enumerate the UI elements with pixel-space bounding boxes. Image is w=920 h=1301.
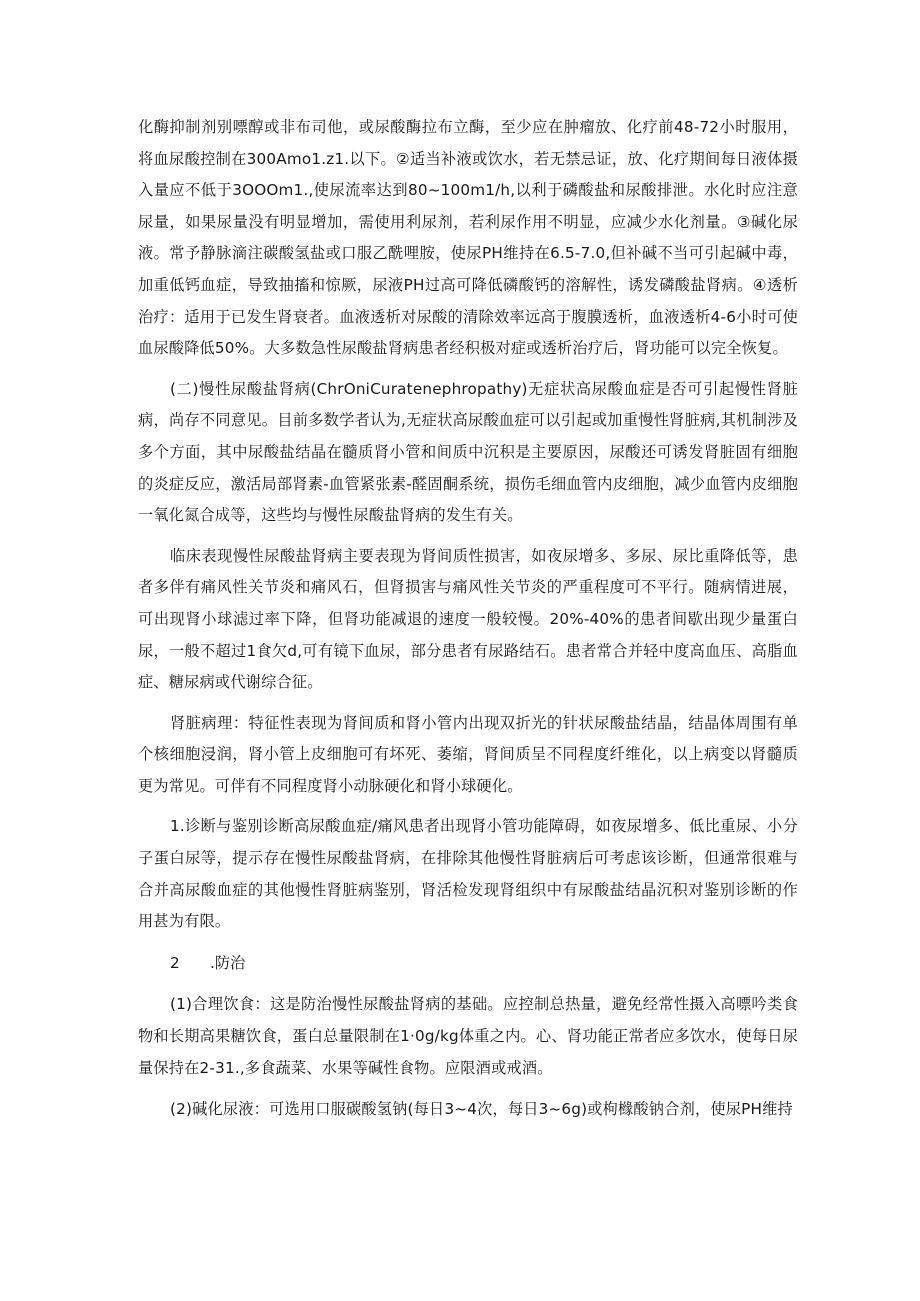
paragraph-chronic-urate-nephropathy: (二)慢性尿酸盐肾病(ChrOniCuratenephropathy)无症状高尿酸血症是否可引起慢性肾脏病，尚存不同意见。目前多数学者认为,无症状高尿酸血症可以引起或加重慢性肾脏病,其机制涉及多个方面，其中尿酸盐结晶在髓质肾小管和间质中沉积是主要原因，尿酸还可诱发肾脏固有细胞的炎症反应，激活局部肾素-血管紧张素-醛固酮系统，损伤毛细血管内皮细胞，减少血管内皮细胞一氧化氮合成等，这些均与慢性尿酸盐肾病的发生有关。 xyxy=(138,379,798,525)
section-title: .防治 xyxy=(210,953,246,972)
paragraph-diagnosis: 1.诊断与鉴别诊断高尿酸血症/痛风患者出现肾小管功能障碍，如夜尿增多、低比重尿、小分子蛋白尿等，提示存在慢性尿酸盐肾病，在排除其他慢性肾脏病后可考虑该诊断，但通常很难与合并高尿酸血症的其他慢性肾脏病鉴别，肾活检发现肾组织中有尿酸盐结晶沉积对鉴别诊断的作用甚为有限。 xyxy=(138,817,798,931)
section-heading-prevention xyxy=(138,948,798,980)
paragraph-clinical-manifestations: 临床表现慢性尿酸盐肾病主要表现为肾间质性损害，如夜尿增多、多尿、尿比重降低等，患者多伴有痛风性关节炎和痛风石，但肾损害与痛风性关节炎的严重程度可不平行。随病情进展，可出现肾小球滤过率下降，但肾功能减退的速度一般较慢。20%-40%的患者间歇出现少量蛋白尿，一般不超过1食欠d,可有镜下血尿，部分患者有尿路结石。患者常合并轻中度高血压、高脂血症、糖尿病或代谢综合征。 xyxy=(138,546,798,692)
document-page xyxy=(138,112,798,1126)
paragraph-urine-alkalization: (2)碱化尿液：可选用口服碳酸氢钠(每日3~4次，每日3~6g)或枸橼酸钠合剂，使尿PH维持 xyxy=(170,1100,793,1119)
paragraph-acute-treatment: 化酶抑制剂别嘌醇或非布司他，或尿酸酶拉布立酶，至少应在肿瘤放、化疗前48-72小时服用，将血尿酸控制在300Amo1.z1.以下。②适当补液或饮水，若无禁忌证，放、化疗期间每日液体摄入量应不低于3OOOm1.,使尿流率达到80~100m1∕h,以利于磷酸盐和尿酸排泄。水化时应注意尿量，如果尿量没有明显增加，需使用利尿剂，若利尿作用不明显，应减少水化剂量。③碱化尿液。常予静脉滴注碳酸氢盐或口服乙酰哩胺，使尿PH维持在6.5-7.0,但补碱不当可引起碱中毒，加重低钙血症，导致抽搐和惊厥，尿液PH过高可降低磷酸钙的溶解性，诱发磷酸盐肾病。④透析治疗：适用于已发生肾衰者。血液透析对尿酸的清除效率远高于腹膜透析，血液透析4-6小时可使血尿酸降低50%。大多数急性尿酸盐肾病患者经积极对症或透析治疗后，肾功能可以完全恢复。 xyxy=(138,118,798,358)
paragraph-diet: (1)合理饮食：这是防治慢性尿酸盐肾病的基础。应控制总热量，避免经常性摄入高嘌吟类食物和长期高果糖饮食，蛋白总量限制在1·0g∕kg体重之内。心、肾功能正常者应多饮水，使每日尿量保持在2-31.,多食蔬菜、水果等碱性食物。应限酒或戒酒。 xyxy=(138,995,798,1077)
section-number: 2 xyxy=(170,953,180,972)
paragraph-renal-pathology: 肾脏病理：特征性表现为肾间质和肾小管内出现双折光的针状尿酸盐结晶，结晶体周围有单个核细胞浸润，肾小管上皮细胞可有坏死、萎缩，肾间质呈不同程度纤维化，以上病变以肾髓质更为常见。可伴有不同程度肾小动脉硬化和肾小球硬化。 xyxy=(138,713,798,795)
